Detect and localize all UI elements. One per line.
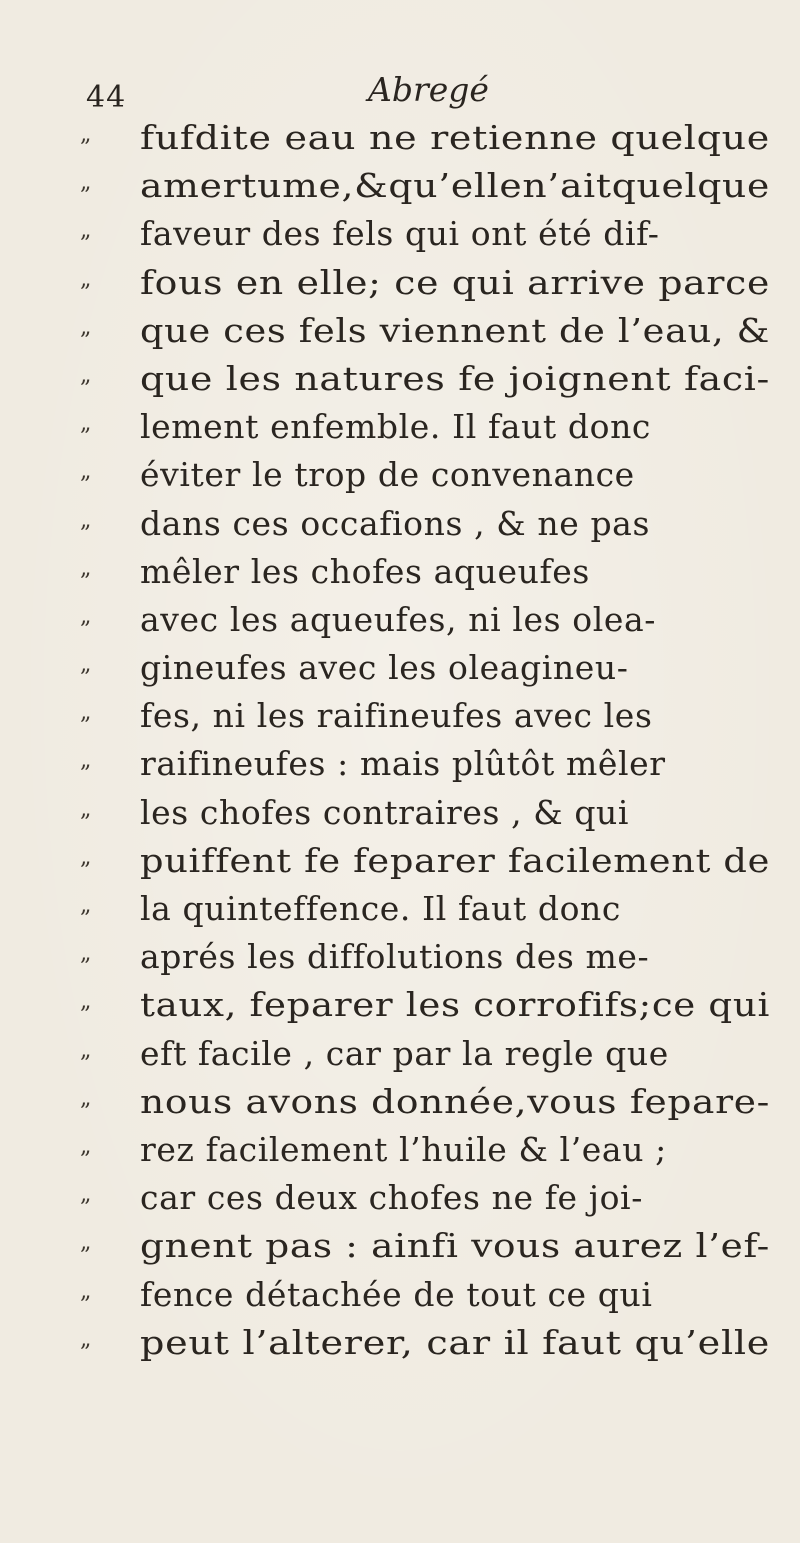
line-text: gineufes avec les oleagineu- xyxy=(140,648,629,688)
text-line xyxy=(80,502,770,550)
line-text: avec les aqueufes, ni les olea- xyxy=(140,599,657,639)
page-number: 44 xyxy=(86,80,127,115)
quotation-mark: „ xyxy=(80,266,92,292)
line-text: car ces deux chofes ne fe joi- xyxy=(140,1178,643,1218)
line-text: gnent pas : ainfi vous aurez l’ef- xyxy=(140,1226,770,1266)
line-text: aprés les diffolutions des me- xyxy=(140,937,650,977)
line-text: que ces fels viennent de l’eau, & xyxy=(140,310,771,350)
line-text: les chofes contraires , & qui xyxy=(140,792,630,832)
quotation-mark: „ xyxy=(80,989,92,1015)
quotation-mark: „ xyxy=(80,603,92,629)
line-text: dans ces occafions , & ne pas xyxy=(140,503,650,543)
text-line xyxy=(80,839,770,887)
line-text: la quinteffence. Il faut donc xyxy=(140,889,621,928)
body-text xyxy=(80,116,770,1369)
text-line xyxy=(80,887,770,935)
quotation-mark: „ xyxy=(80,555,92,581)
line-text: raifineufes : mais plûtôt mêler xyxy=(140,744,666,784)
quotation-mark: „ xyxy=(80,1230,92,1256)
quotation-mark: „ xyxy=(80,122,92,147)
quotation-mark: „ xyxy=(80,314,92,340)
line-text: amertume,&qu’ellen’aitquelque xyxy=(140,166,770,206)
text-line xyxy=(80,1224,770,1272)
quotation-mark: „ xyxy=(80,700,92,726)
text-line xyxy=(80,357,770,405)
line-text: fence détachée de tout ce qui xyxy=(140,1274,653,1314)
line-text: fes, ni les raifineufes avec les xyxy=(140,696,653,736)
text-line xyxy=(80,309,770,357)
text-line xyxy=(80,212,770,260)
line-text: éviter le trop de convenance xyxy=(140,455,635,495)
quotation-mark: „ xyxy=(80,459,92,485)
text-line xyxy=(80,1080,770,1128)
text-line xyxy=(80,598,770,646)
line-text: fous en elle; ce qui arrive parce xyxy=(140,262,770,302)
line-text: mêler les chofes aqueufes xyxy=(140,551,590,591)
text-line xyxy=(80,1176,770,1224)
running-head: Abregé xyxy=(368,70,489,109)
quotation-mark: „ xyxy=(80,893,92,918)
quotation-mark: „ xyxy=(80,941,92,967)
line-text: lement enfemble. Il faut donc xyxy=(140,407,652,447)
text-line xyxy=(80,1321,770,1369)
line-text: nous avons donnée,vous fepare- xyxy=(140,1081,770,1121)
text-line xyxy=(80,694,770,742)
line-text: que les natures fe joignent faci- xyxy=(140,358,770,398)
quotation-mark: „ xyxy=(80,507,92,533)
text-line xyxy=(80,1273,770,1321)
line-text: peut l’alterer, car il faut qu’elle xyxy=(140,1322,770,1362)
line-text: rez facilement l’huile & l’eau ; xyxy=(140,1129,667,1169)
quotation-mark: „ xyxy=(80,652,92,678)
line-text: eft facile , car par la regle que xyxy=(140,1033,669,1073)
text-line xyxy=(80,164,770,212)
text-line xyxy=(80,983,770,1031)
quotation-mark: „ xyxy=(80,1278,92,1304)
text-line xyxy=(80,646,770,694)
quotation-mark: „ xyxy=(80,844,92,870)
quotation-mark: „ xyxy=(80,362,92,388)
text-line xyxy=(80,935,770,983)
line-text: fufdite eau ne retienne quelque xyxy=(140,118,770,157)
quotation-mark: „ xyxy=(80,170,92,196)
quotation-mark: „ xyxy=(80,748,92,774)
text-line xyxy=(80,405,770,453)
text-line xyxy=(80,742,770,790)
quotation-mark: „ xyxy=(80,1133,92,1159)
line-text: puiffent fe feparer facilement de xyxy=(140,840,770,880)
text-line xyxy=(80,1128,770,1176)
quotation-mark: „ xyxy=(80,1326,92,1352)
quotation-mark: „ xyxy=(80,796,92,822)
text-line xyxy=(80,453,770,501)
text-line xyxy=(80,116,770,164)
quotation-mark: „ xyxy=(80,1182,92,1208)
quotation-mark: „ xyxy=(80,1085,92,1111)
text-line xyxy=(80,791,770,839)
text-line xyxy=(80,1032,770,1080)
text-line xyxy=(80,261,770,309)
quotation-mark: „ xyxy=(80,411,92,437)
quotation-mark: „ xyxy=(80,1037,92,1063)
line-text: taux, feparer les corrofifs;ce qui xyxy=(140,985,770,1025)
text-line xyxy=(80,550,770,598)
quotation-mark: „ xyxy=(80,218,92,244)
line-text: faveur des fels qui ont été dif- xyxy=(140,214,660,254)
